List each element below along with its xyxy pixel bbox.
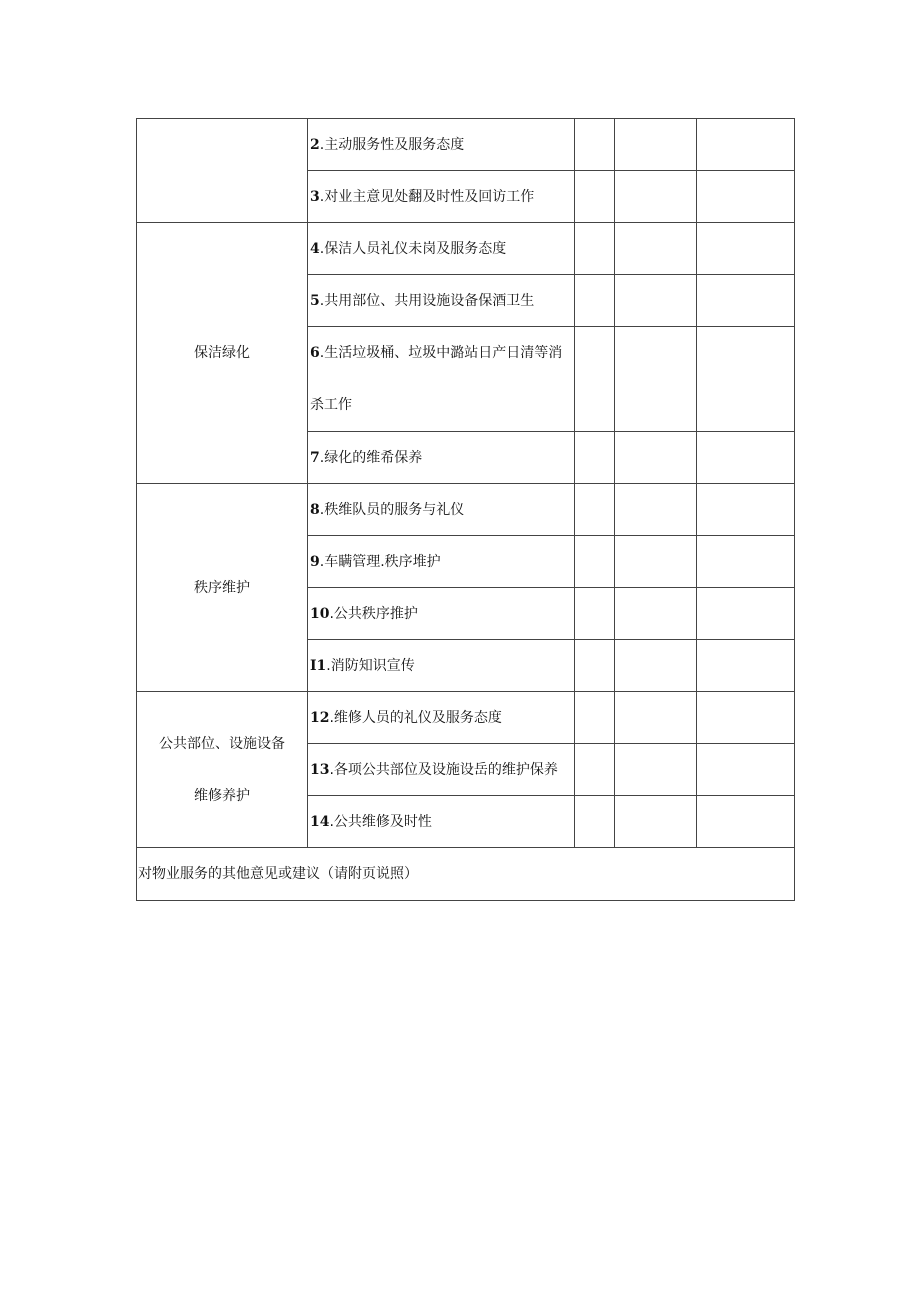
rating-cell[interactable]	[575, 536, 615, 588]
item-number: 4	[310, 240, 320, 257]
rating-cell[interactable]	[697, 223, 795, 275]
category-cell-order: 秩序维护	[137, 484, 308, 692]
rating-cell[interactable]	[615, 744, 697, 796]
rating-cell[interactable]	[615, 275, 697, 327]
table-row	[137, 484, 795, 536]
rating-cell[interactable]	[575, 327, 615, 432]
item-number: 10	[310, 605, 330, 622]
rating-cell[interactable]	[575, 744, 615, 796]
category-cell-cleaning: 保洁绿化	[137, 223, 308, 484]
item-text: .秩维队员的服务与礼仪	[319, 501, 465, 518]
item-cell	[308, 796, 575, 848]
rating-cell[interactable]	[697, 171, 795, 223]
item-number: 14	[310, 813, 330, 830]
item-text: .各项公共部位及设施设岳的维护保养	[329, 761, 558, 778]
item-text-line1: .生活垃圾桶、垃圾中潞站日产日清等消	[319, 345, 563, 361]
rating-cell[interactable]	[615, 640, 697, 692]
rating-cell[interactable]	[697, 432, 795, 484]
item-number: I1	[310, 657, 327, 674]
rating-cell[interactable]	[575, 171, 615, 223]
rating-cell[interactable]	[697, 796, 795, 848]
rating-cell[interactable]	[697, 588, 795, 640]
item-cell	[308, 536, 575, 588]
item-number: 8	[310, 501, 320, 518]
item-text: .消防知识宣传	[326, 657, 415, 674]
item-number: 2	[310, 136, 320, 153]
item-cell	[308, 223, 575, 275]
item-cell	[308, 327, 575, 432]
rating-cell[interactable]	[697, 275, 795, 327]
rating-cell[interactable]	[615, 692, 697, 744]
rating-cell[interactable]	[575, 692, 615, 744]
category-line2: 维修养护	[194, 787, 250, 804]
rating-cell[interactable]	[615, 119, 697, 171]
item-number: 7	[310, 449, 320, 466]
item-text: .保洁人员礼仪未岗及服务态度	[319, 240, 507, 257]
item-text: .维修人员的礼仪及服务态度	[329, 709, 502, 726]
rating-cell[interactable]	[697, 692, 795, 744]
rating-cell[interactable]	[575, 223, 615, 275]
item-number: 3	[310, 188, 320, 205]
item-cell	[308, 692, 575, 744]
item-text: .共用部位、共用设施设备保酒卫生	[319, 292, 535, 309]
item-text: .对业主意见处翻及时性及回访工作	[319, 188, 535, 205]
item-text: .主动服务性及服务态度	[319, 136, 465, 153]
rating-cell[interactable]	[697, 484, 795, 536]
item-cell	[308, 744, 575, 796]
item-text: .车瞒管理.秩序堆护	[319, 553, 441, 570]
rating-cell[interactable]	[697, 640, 795, 692]
rating-cell[interactable]	[575, 432, 615, 484]
item-text: .绿化的维希保养	[319, 449, 423, 466]
table-row	[137, 692, 795, 744]
item-number: 12	[310, 709, 330, 726]
item-number: 5	[310, 292, 320, 309]
rating-cell[interactable]	[575, 588, 615, 640]
evaluation-table	[136, 118, 795, 901]
rating-cell[interactable]	[697, 327, 795, 432]
rating-cell[interactable]	[615, 588, 697, 640]
category-line1: 公共部位、设施设备	[159, 735, 285, 752]
table-row	[137, 119, 795, 171]
item-cell	[308, 484, 575, 536]
rating-cell[interactable]	[615, 536, 697, 588]
rating-cell[interactable]	[615, 796, 697, 848]
rating-cell[interactable]	[575, 640, 615, 692]
rating-cell[interactable]	[615, 171, 697, 223]
table-row	[137, 223, 795, 275]
category-cell-maintenance	[137, 692, 308, 848]
item-text: .公共维修及时性	[329, 813, 432, 830]
rating-cell[interactable]	[615, 484, 697, 536]
item-cell	[308, 171, 575, 223]
item-text-line2: 杀工作	[310, 397, 352, 413]
table-row	[137, 848, 795, 901]
rating-cell[interactable]	[615, 327, 697, 432]
item-cell	[308, 432, 575, 484]
rating-cell[interactable]	[575, 796, 615, 848]
item-text: .公共秩序推护	[329, 605, 418, 622]
item-cell	[308, 588, 575, 640]
item-number: 6	[310, 345, 320, 361]
rating-cell[interactable]	[697, 119, 795, 171]
item-cell	[308, 119, 575, 171]
remarks-cell[interactable]: 对物业服务的其他意见或建议（请附页说照）	[137, 848, 795, 901]
item-cell	[308, 640, 575, 692]
rating-cell[interactable]	[615, 223, 697, 275]
rating-cell[interactable]	[575, 484, 615, 536]
rating-cell[interactable]	[615, 432, 697, 484]
rating-cell[interactable]	[697, 536, 795, 588]
rating-cell[interactable]	[575, 275, 615, 327]
category-cell-continued	[137, 119, 308, 223]
item-cell	[308, 275, 575, 327]
item-number: 13	[310, 761, 330, 778]
item-number: 9	[310, 553, 320, 570]
rating-cell[interactable]	[575, 119, 615, 171]
rating-cell[interactable]	[697, 744, 795, 796]
